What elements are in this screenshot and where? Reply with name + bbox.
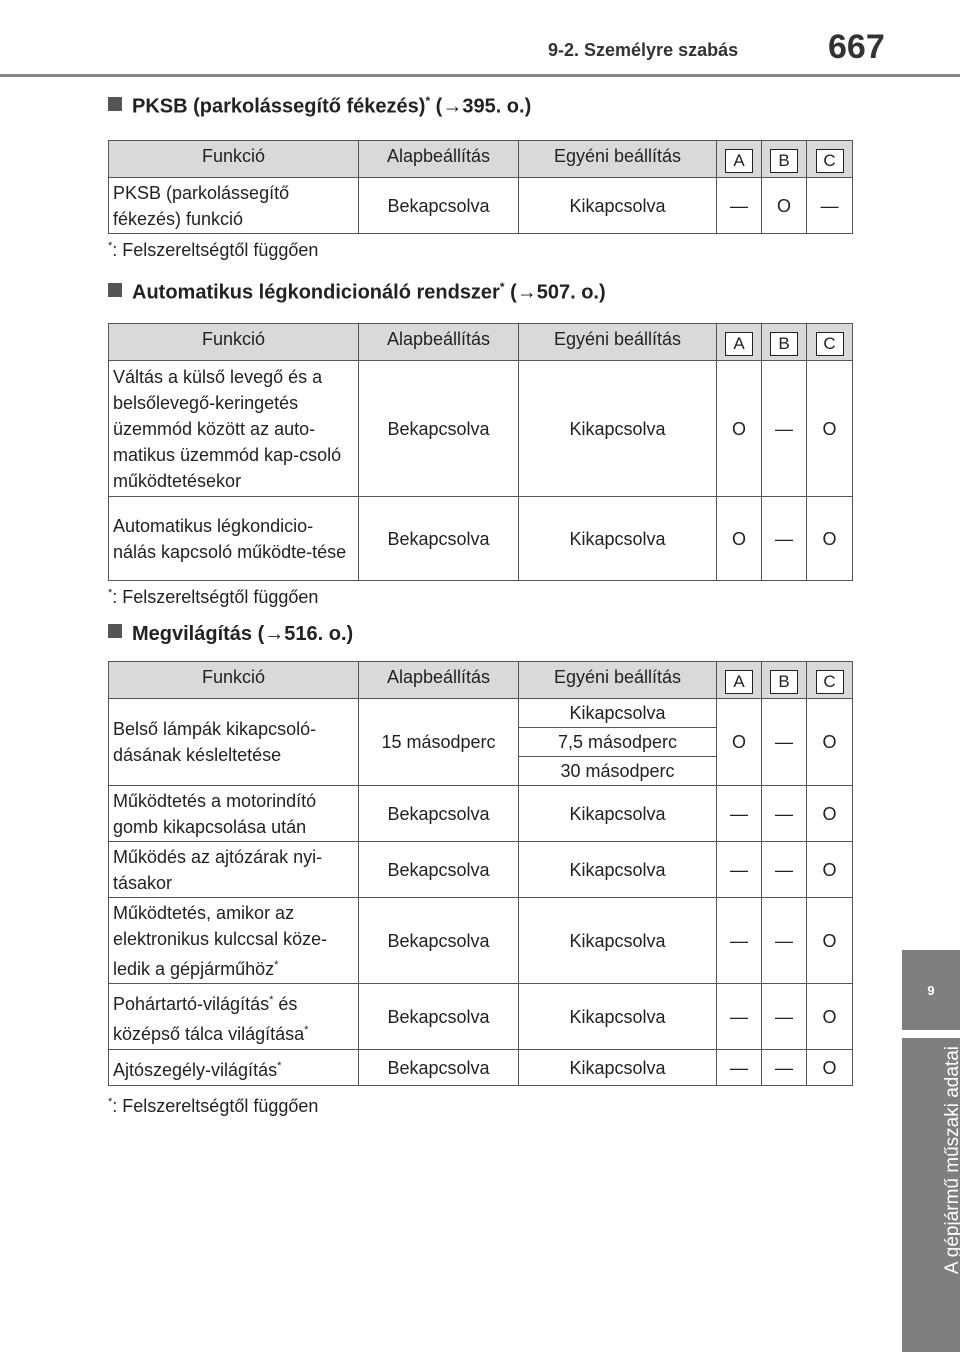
table-header-row — [109, 324, 853, 361]
cell-c: O — [807, 842, 853, 898]
cell-b: — — [762, 361, 807, 497]
footnote-marker: * — [425, 94, 431, 108]
settings-table-lighting — [108, 661, 853, 1086]
chapter-tab-label — [902, 1038, 963, 1352]
section-title-text: Megvilágítás — [132, 623, 253, 645]
footnote-text: : Felszereltségtől függően — [112, 240, 319, 260]
cell-b: — — [762, 1050, 807, 1086]
cell-function: Működtetés a motorindító gomb kikapcsolása után — [109, 786, 359, 842]
cell-function-text: Működtetés, amikor az elektronikus kulccsal köze-ledik a gépjárműhöz — [113, 902, 328, 979]
cell-function — [109, 898, 359, 984]
cell-a: — — [717, 786, 762, 842]
cell-default: Bekapcsolva — [359, 898, 519, 984]
table-row — [109, 898, 853, 984]
cell-a: O — [717, 699, 762, 786]
footnote-marker: * — [269, 993, 274, 1006]
cell-c: O — [807, 984, 853, 1050]
table-header-row — [109, 662, 853, 699]
table-row — [109, 497, 853, 581]
cell-a: — — [717, 178, 762, 234]
cell-function: Működés az ajtózárak nyi-tásakor — [109, 842, 359, 898]
col-header-b — [762, 141, 807, 178]
cell-function — [109, 984, 359, 1050]
footnote-text: : Felszereltségtől függően — [112, 1096, 319, 1116]
cell-b: — — [762, 699, 807, 786]
cell-function — [109, 1050, 359, 1086]
col-header-default: Alapbeállítás — [359, 662, 519, 699]
settings-table-pksb — [108, 140, 853, 234]
letter-a-box: A — [725, 670, 753, 694]
footnote-marker: * — [277, 1059, 282, 1072]
cell-default: 15 másodperc — [359, 699, 519, 786]
letter-c-box: C — [816, 149, 844, 173]
square-bullet-icon — [108, 97, 122, 111]
table-row — [109, 1050, 853, 1086]
section-title-text: PKSB (parkolássegítő fékezés) — [132, 95, 426, 118]
footnote-text: : Felszereltségtől függően — [112, 587, 319, 607]
cell-c: — — [807, 178, 853, 234]
page-reference: (→507. o.) — [504, 281, 606, 304]
chapter-tab-label-text: A gépjármű műszaki adatai — [942, 1046, 963, 1275]
cell-c: O — [807, 898, 853, 984]
col-header-a — [717, 324, 762, 361]
cell-c: O — [807, 1050, 853, 1086]
footnote-marker: * — [274, 958, 279, 971]
letter-c-box: C — [816, 332, 844, 356]
letter-c-box: C — [816, 670, 844, 694]
cell-function-text: Ajtószegély-világítás — [113, 1059, 278, 1080]
cell-a: — — [717, 984, 762, 1050]
chapter-tab-number: 9 — [902, 950, 960, 1030]
cell-b: — — [762, 497, 807, 581]
cell-custom: Kikapcsolva — [519, 497, 717, 581]
col-header-default: Alapbeállítás — [359, 141, 519, 178]
letter-a-box: A — [725, 332, 753, 356]
col-header-custom: Egyéni beállítás — [519, 662, 717, 699]
square-bullet-icon — [108, 624, 122, 638]
col-header-function: Funkció — [109, 324, 359, 361]
cell-custom: Kikapcsolva — [519, 984, 717, 1050]
cell-c: O — [807, 361, 853, 497]
cell-function: Automatikus légkondicio-nálás kapcsoló működte-tése — [109, 497, 359, 581]
col-header-a — [717, 141, 762, 178]
table-row — [109, 699, 853, 728]
section-title-text: Automatikus légkondicionáló rendszer — [132, 281, 500, 304]
table-row — [109, 361, 853, 497]
cell-default: Bekapcsolva — [359, 361, 519, 497]
cell-custom: Kikapcsolva — [519, 842, 717, 898]
letter-b-box: B — [770, 670, 798, 694]
col-header-b — [762, 662, 807, 699]
cell-default: Bekapcsolva — [359, 1050, 519, 1086]
section-title-pksb — [108, 94, 531, 119]
col-header-b — [762, 324, 807, 361]
letter-b-box: B — [770, 149, 798, 173]
cell-function-text: Pohártartó-világítás — [113, 993, 270, 1014]
cell-c: O — [807, 699, 853, 786]
cell-custom: Kikapcsolva — [519, 786, 717, 842]
cell-custom: Kikapcsolva — [519, 898, 717, 984]
cell-b: — — [762, 984, 807, 1050]
table-header-row — [109, 141, 853, 178]
cell-b: — — [762, 842, 807, 898]
col-header-c — [807, 141, 853, 178]
table-row — [109, 984, 853, 1050]
page-reference: (→395. o.) — [430, 95, 532, 118]
footnote-marker: * — [499, 280, 505, 294]
square-bullet-icon — [108, 283, 122, 297]
cell-function: Váltás a külső levegő és a belsőlevegő-keringetés üzemmód között az auto-matikus üzemmód kap-csoló működtetésekor — [109, 361, 359, 497]
cell-b: — — [762, 786, 807, 842]
col-header-custom: Egyéni beállítás — [519, 141, 717, 178]
cell-b: O — [762, 178, 807, 234]
letter-b-box: B — [770, 332, 798, 356]
footnote — [108, 1096, 318, 1117]
cell-b: — — [762, 898, 807, 984]
cell-custom: Kikapcsolva — [519, 178, 717, 234]
section-title-lighting — [108, 623, 353, 646]
cell-custom-option: Kikapcsolva — [519, 699, 717, 728]
cell-a: — — [717, 1050, 762, 1086]
col-header-function: Funkció — [109, 141, 359, 178]
section-title-ac — [108, 280, 606, 305]
letter-a-box: A — [725, 149, 753, 173]
footnote-star: * — [108, 587, 113, 599]
col-header-c — [807, 324, 853, 361]
table-row — [109, 786, 853, 842]
cell-function: PKSB (parkolássegítő fékezés) funkció — [109, 178, 359, 234]
cell-default: Bekapcsolva — [359, 984, 519, 1050]
section-header-title: 9-2. Személyre szabás — [548, 40, 739, 60]
page-reference: (→516. o.) — [252, 623, 354, 645]
cell-function: Belső lámpák kikapcsoló-dásának késleltetése — [109, 699, 359, 786]
settings-table-ac — [108, 323, 853, 581]
table-row — [109, 178, 853, 234]
cell-c: O — [807, 786, 853, 842]
footnote — [108, 240, 318, 261]
footnote-star: * — [108, 1096, 113, 1108]
cell-a: — — [717, 898, 762, 984]
cell-a: O — [717, 361, 762, 497]
cell-custom: Kikapcsolva — [519, 1050, 717, 1086]
footnote-star: * — [108, 240, 113, 252]
footnote — [108, 587, 318, 608]
footnote-marker: * — [304, 1023, 309, 1036]
cell-custom-option: 7,5 másodperc — [519, 728, 717, 757]
cell-a: O — [717, 497, 762, 581]
col-header-custom: Egyéni beállítás — [519, 324, 717, 361]
cell-c: O — [807, 497, 853, 581]
cell-default: Bekapcsolva — [359, 178, 519, 234]
col-header-function: Funkció — [109, 662, 359, 699]
cell-a: — — [717, 842, 762, 898]
col-header-c — [807, 662, 853, 699]
header-divider — [0, 74, 960, 77]
col-header-a — [717, 662, 762, 699]
page-number: 667 — [828, 28, 885, 66]
cell-custom: Kikapcsolva — [519, 361, 717, 497]
table-row — [109, 842, 853, 898]
cell-default: Bekapcsolva — [359, 786, 519, 842]
cell-default: Bekapcsolva — [359, 497, 519, 581]
col-header-default: Alapbeállítás — [359, 324, 519, 361]
cell-function-text: és középső tálca világítása — [113, 993, 305, 1044]
cell-default: Bekapcsolva — [359, 842, 519, 898]
cell-custom-option: 30 másodperc — [519, 757, 717, 786]
